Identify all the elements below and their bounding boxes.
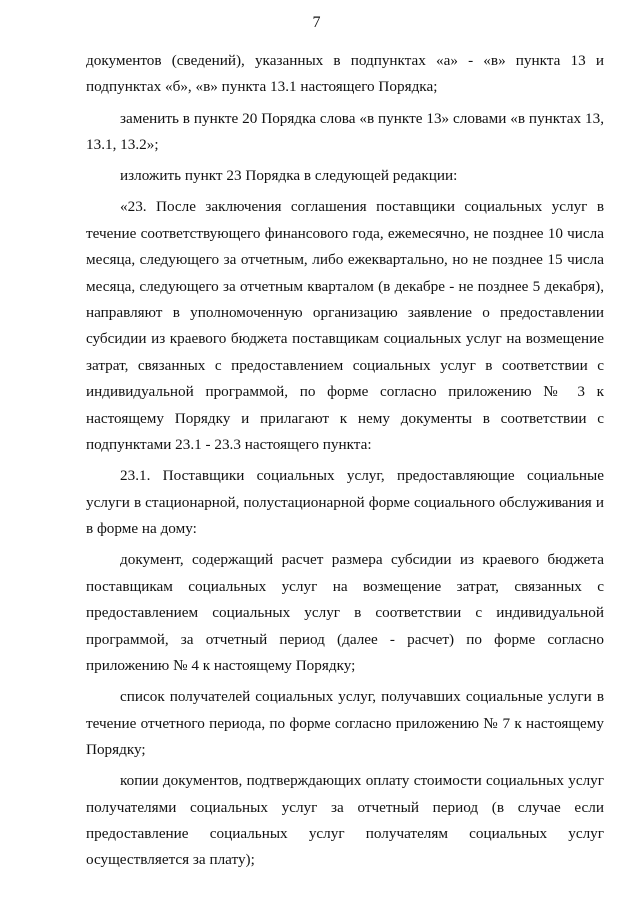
paragraph-8: копии документов, подтверждающих оплату стоимости социальных услуг получателями социальных услуг за отчетный период (в случае если предоставление социальных услуг получателям социальных услуг осуществляется за плату); (86, 772, 604, 869)
paragraph-4: «23. После заключения соглашения поставщики социальных услуг в течение соответствующего финансового года, ежемесячно, не позднее 10 числа месяца, следующего за отчетным, либо ежеквартально, но не позднее 15 числа месяца, следующего за отчетным кварталом (в декабре - не позднее 5 декабря), направляют в уполномоченную организацию заявление о предоставлении субсидии из краевого бюджета поставщикам социальных услуг на возмещение затрат, связанных с предоставлением социальных услуг в соответствии с индивидуальной программой, по форме согласно приложению № 3 к настоящему Порядку и прилагают к нему документы в соответствии с подпунктами 23.1 - 23.3 настоящего пункта: (86, 198, 604, 454)
page-number: 7 (312, 14, 321, 31)
paragraph-2: заменить в пункте 20 Порядка слова «в пункте 13» словами «в пунктах 13, 13.1, 13.2»; (86, 109, 604, 154)
document-body (86, 48, 604, 879)
paragraph-6: документ, содержащий расчет размера субсидии из краевого бюджета поставщикам социальных услуг на возмещение затрат, связанных с предоставлением социальных услуг в соответствии с индивидуальной программой, за отчетный период (далее - расчет) по форме согласно приложению № 4 к настоящему Порядку; (86, 551, 604, 674)
paragraph-7: список получателей социальных услуг, получавших социальные услуги в течение отчетного периода, по форме согласно приложению № 7 к настоящему Порядку; (86, 688, 604, 758)
paragraph-3: изложить пункт 23 Порядка в следующей редакции: (120, 167, 458, 185)
paragraph-5: 23.1. Поставщики социальных услуг, предоставляющие социальные услуги в стационарной, полустационарной форме социального обслуживания и в форме на дому: (86, 467, 604, 538)
paragraph-1: документов (сведений), указанных в подпунктах «а» - «в» пункта 13 и подпунктах «б», «в» пункта 13.1 настоящего Порядка; (86, 52, 604, 96)
